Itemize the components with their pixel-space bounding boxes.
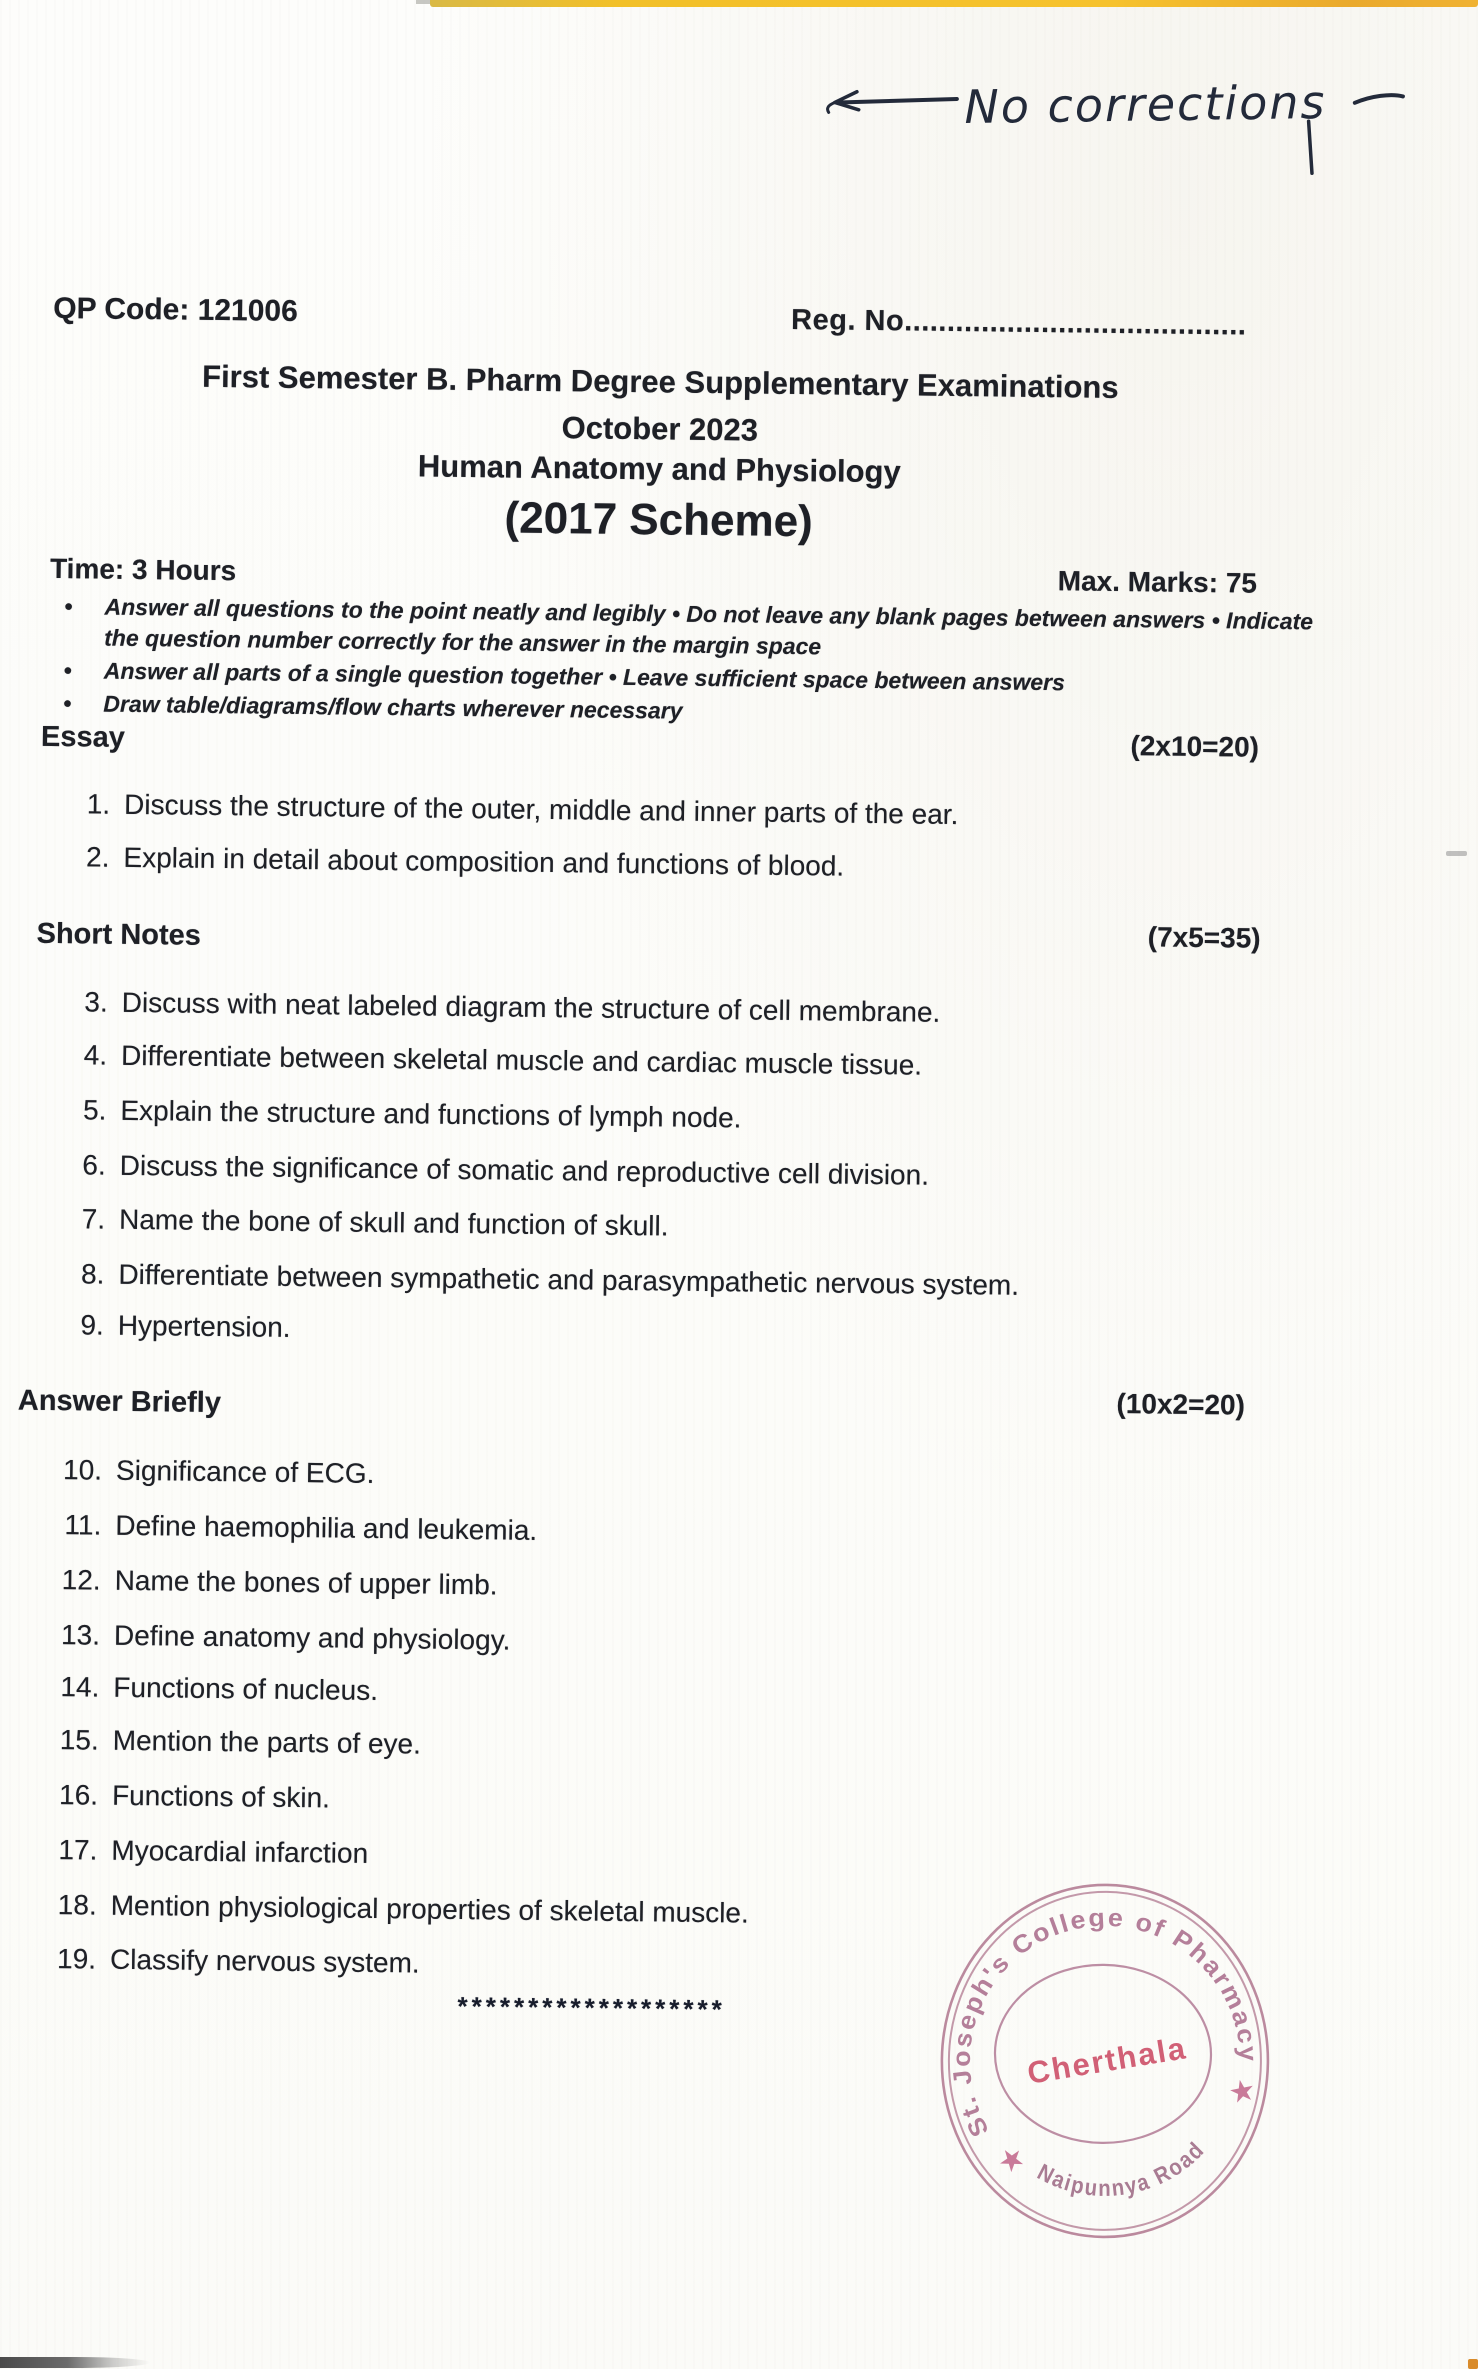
question-row <box>57 1038 922 1082</box>
bullet-icon: • <box>63 657 73 684</box>
college-stamp <box>913 1856 1318 2261</box>
time-allowed: Time: 3 Hours <box>49 552 237 587</box>
question-row <box>49 1723 422 1761</box>
scan-edge-yellow-strip <box>430 0 1478 7</box>
question-number: 14. <box>60 1671 100 1703</box>
question-row <box>56 1148 930 1192</box>
question-number: 12. <box>61 1564 101 1596</box>
question-number: 15. <box>59 1724 99 1756</box>
question-number: 1. <box>86 788 111 820</box>
bullet-icon: • <box>63 690 72 717</box>
question-text: Discuss with neat labeled diagram the structure of cell membrane. <box>121 986 941 1028</box>
question-number: 10. <box>62 1454 103 1486</box>
stamp-arc-top-text: St. Joseph's College of Pharmacy <box>947 1903 1263 2142</box>
question-text: Mention physiological properties of skeletal muscle. <box>110 1889 749 1929</box>
handwritten-note <box>788 39 1450 187</box>
question-row <box>60 787 959 831</box>
question-row <box>47 1833 368 1870</box>
question-number: 18. <box>57 1889 97 1921</box>
question-row <box>51 1563 498 1601</box>
question-text: Discuss the significance of somatic and reproductive cell division. <box>119 1149 930 1191</box>
reg-no-field: Reg. No........................................ <box>790 303 1247 342</box>
section-heading-answer-briefly: Answer Briefly <box>17 1384 222 1420</box>
question-text: Hypertension. <box>117 1309 291 1343</box>
question-number: 19. <box>56 1943 97 1975</box>
question-number: 6. <box>82 1149 106 1181</box>
question-text: Define anatomy and physiology. <box>113 1619 511 1656</box>
question-number: 11. <box>64 1509 102 1541</box>
subject-title: Human Anatomy and Physiology <box>417 448 901 490</box>
question-number: 7. <box>81 1203 106 1235</box>
question-text: Name the bones of upper limb. <box>114 1564 498 1601</box>
bullet-icon: • <box>64 593 73 620</box>
question-number: 17. <box>58 1834 98 1866</box>
question-text: Name the bone of skull and function of skull. <box>118 1203 669 1242</box>
stamp-star-left-icon: ★ <box>991 2138 1033 2182</box>
question-row <box>52 1453 375 1490</box>
instruction-text: Draw table/diagrams/flow charts wherever necessary <box>103 690 683 724</box>
stamp-center-text: Cherthala <box>1024 2030 1190 2091</box>
exam-session: October 2023 <box>561 410 759 448</box>
question-text: Define haemophilia and leukemia. <box>115 1509 538 1546</box>
section-marks-short-notes: (7x5=35) <box>1147 921 1261 954</box>
question-text: Significance of ECG. <box>115 1454 375 1489</box>
question-number: 2. <box>85 841 110 873</box>
question-number: 8. <box>80 1258 105 1290</box>
question-row <box>49 1670 378 1707</box>
exam-title: First Semester B. Pharm Degree Supplementary Examinations <box>201 358 1119 405</box>
question-text: Discuss the structure of the outer, middle and inner parts of the ear. <box>123 788 959 831</box>
stamp-star-right-icon: ★ <box>1225 2072 1259 2111</box>
svg-text:Naipunnya Road <box>1033 2134 1210 2202</box>
question-row <box>50 1618 511 1657</box>
question-text: Explain in detail about composition and functions of blood. <box>123 841 845 882</box>
section-heading-short-notes: Short Notes <box>36 917 202 952</box>
scan-margin-dash-mark <box>1446 851 1467 856</box>
question-text: Differentiate between sympathetic and parasympathetic nervous system. <box>118 1258 1020 1301</box>
instruction-text: Answer all questions to the point neatly and legibly • Do not leave any blank pages between answers • Indicate the question number correctly for the answer in the margin space <box>104 593 1314 660</box>
section-heading-essay: Essay <box>40 720 126 754</box>
question-text: Mention the parts of eye. <box>112 1724 422 1760</box>
arrow-line-icon <box>839 98 957 104</box>
question-row <box>54 1308 291 1344</box>
question-row <box>47 1888 749 1930</box>
scan-bottom-orange-dot <box>1468 2359 1478 2369</box>
instruction-text: Answer all parts of a single question together • Leave sufficient space between answers <box>103 657 1066 696</box>
instructions-list <box>63 591 1350 735</box>
question-row <box>56 1093 741 1134</box>
arrow-tail-curl-icon <box>828 102 835 112</box>
section-marks-essay: (2x10=20) <box>1130 730 1260 763</box>
question-text: Functions of nucleus. <box>113 1671 379 1707</box>
question-number: 9. <box>80 1309 105 1341</box>
scheme-title: (2017 Scheme) <box>504 493 814 547</box>
section-marks-answer-briefly: (10x2=20) <box>1116 1388 1246 1421</box>
trailing-dash-icon <box>1355 95 1403 104</box>
question-text: Explain the structure and functions of lymph node. <box>120 1094 742 1134</box>
question-row <box>48 1778 330 1814</box>
scan-bottom-smudge <box>0 2357 150 2368</box>
question-text: Functions of skin. <box>111 1779 331 1814</box>
question-number: 4. <box>83 1039 108 1071</box>
handwritten-note-text: No corrections <box>963 75 1327 135</box>
question-number: 13. <box>60 1619 101 1651</box>
max-marks: Max. Marks: 75 <box>1057 565 1258 599</box>
question-text: Myocardial infarction <box>111 1834 369 1869</box>
question-text: Classify nervous system. <box>109 1943 420 1979</box>
question-row <box>51 1508 537 1547</box>
stamp-arc-bottom-text: Naipunnya Road <box>1033 2134 1211 2202</box>
question-row <box>46 1942 420 1980</box>
question-row <box>54 1257 1019 1302</box>
question-row <box>58 985 941 1029</box>
qp-code: QP Code: 121006 <box>53 291 298 328</box>
question-text: Differentiate between skeletal muscle and cardiac muscle tissue. <box>120 1039 923 1081</box>
question-number: 16. <box>58 1779 99 1811</box>
end-of-paper-stars: ******************* <box>457 1991 726 2025</box>
question-row <box>55 1202 669 1242</box>
question-number: 3. <box>84 986 108 1018</box>
question-row <box>59 840 844 883</box>
svg-text:St. Joseph's College of Pharma <box>947 1902 1264 2145</box>
question-number: 5. <box>82 1094 107 1126</box>
title-block <box>0 355 1326 554</box>
